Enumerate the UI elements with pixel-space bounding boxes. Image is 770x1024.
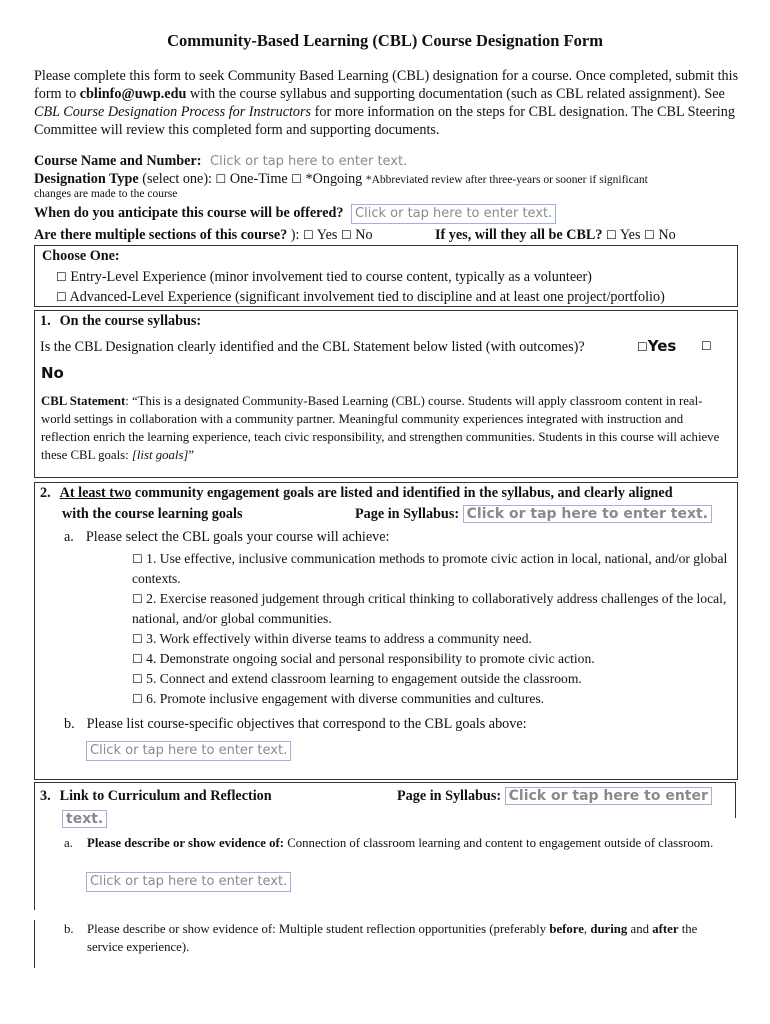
intro-text: for more information on the steps for CBL designation. The CBL Steering Committee will review this completed form and supporting documents.: [34, 104, 735, 138]
goal-3-checkbox[interactable]: ☐: [132, 632, 143, 646]
section1-heading: [40, 313, 201, 330]
section3-a-body: [87, 834, 727, 852]
section3-page-input[interactable]: Click or tap here to enter: [505, 787, 712, 805]
all-cbl-yes-label: Yes: [616, 227, 645, 243]
all-cbl-row: [435, 227, 676, 244]
section3-b-label: b.: [64, 922, 74, 936]
section2-a-label: a.: [64, 529, 74, 545]
section3-b: [64, 920, 734, 954]
section1-yes-option: [637, 337, 676, 356]
cbl-statement-label: CBL Statement: [41, 394, 126, 408]
cbl-statement: [41, 392, 731, 464]
section2-heading: [40, 485, 732, 502]
cbl-end-quote: ”: [188, 448, 195, 462]
section3-top-border: [34, 782, 736, 783]
sections-paren: ):: [287, 227, 303, 243]
section3-a-text: Connection of classroom learning and content to engagement outside of classroom.: [284, 836, 714, 850]
all-cbl-no-label: No: [654, 227, 676, 243]
section3-page-input-cont[interactable]: [62, 810, 107, 829]
syllabus-yes-checkbox[interactable]: ☐: [637, 340, 648, 354]
section3-page-row: [397, 787, 712, 806]
ongoing-checkbox[interactable]: ☐: [291, 172, 302, 186]
checkbox-glyph: ☐: [701, 339, 712, 353]
section2-b-text: Please list course-specific objectives that correspond to the CBL goals above:: [86, 716, 527, 732]
section2-title: community engagement goals are listed and identified in the syllabus, and clearly aligned: [131, 485, 673, 501]
section2-page-input[interactable]: Click or tap here to enter text.: [463, 505, 712, 523]
sections-label: Are there multiple sections of this course?: [34, 227, 288, 243]
sections-yes-checkbox[interactable]: ☐: [303, 228, 314, 242]
syllabus-no-checkbox[interactable]: [701, 337, 712, 355]
section3-right-border: [735, 782, 736, 818]
objectives-placeholder: Click or tap here to enter text.: [86, 741, 291, 761]
section3-b-sep: ,: [583, 922, 591, 936]
section1-title: On the course syllabus:: [59, 313, 202, 329]
course-name-input[interactable]: Click or tap here to enter text.: [210, 154, 408, 169]
section3-left-border: [34, 782, 35, 910]
designation-hint: (select one):: [138, 171, 216, 187]
section2-b: [64, 716, 527, 733]
connection-placeholder: Click or tap here to enter text.: [86, 872, 291, 892]
goal-2-checkbox[interactable]: ☐: [132, 592, 143, 606]
goal-1: [132, 549, 732, 589]
goal-4-checkbox[interactable]: ☐: [132, 652, 143, 666]
section3-number: 3.: [40, 788, 51, 804]
advanced-level-label: Advanced-Level Experience (significant involvement tied to discipline and at least one project/portfolio): [66, 289, 665, 305]
section3-title: Link to Curriculum and Reflection: [59, 788, 272, 804]
section1-question: [40, 339, 585, 356]
offered-row: [34, 204, 556, 224]
objectives-input[interactable]: [86, 741, 291, 761]
section3-b-during: during: [590, 922, 628, 936]
course-name-label: Course Name and Number:: [34, 153, 202, 169]
section2-page-row: [355, 505, 712, 524]
all-cbl-no-checkbox[interactable]: ☐: [644, 228, 655, 242]
goal-6-label: 6. Promote inclusive engagement with diverse communities and cultures.: [142, 691, 545, 706]
goal-2: [132, 589, 732, 629]
goal-1-checkbox[interactable]: ☐: [132, 552, 143, 566]
goal-5-label: 5. Connect and extend classroom learning to engagement outside the classroom.: [142, 671, 582, 686]
course-name-row: [34, 153, 407, 170]
section3-b-before: before: [549, 922, 584, 936]
intro-text: with the course syllabus and supporting documentation (such as CBL related assignment). See: [186, 86, 725, 102]
section3-a-label: a.: [64, 836, 73, 850]
designation-label: Designation Type: [34, 171, 139, 187]
sections-no-label: No: [351, 227, 373, 243]
section2-number: 2.: [40, 485, 51, 501]
sections-yes-label: Yes: [313, 227, 341, 243]
section2-a: [64, 529, 389, 546]
process-link[interactable]: CBL Course Designation Process for Instructors: [34, 104, 312, 120]
offered-input[interactable]: Click or tap here to enter text.: [351, 204, 556, 224]
section3-page-label: Page in Syllabus:: [397, 788, 502, 804]
page-title: Community-Based Learning (CBL) Course Designation Form: [167, 31, 603, 50]
section3-b-and: and: [627, 922, 653, 936]
section2-a-text: Please select the CBL goals your course will achieve:: [85, 529, 390, 545]
goal-6: [132, 689, 732, 709]
section3-page-input-text: text.: [62, 810, 107, 828]
section3-b-text2: the service experience).: [87, 922, 698, 954]
section3-b-after: after: [652, 922, 679, 936]
offered-label: When do you anticipate this course will be offered?: [34, 205, 344, 221]
syllabus-no-label: No: [41, 364, 64, 382]
ongoing-note: *Abbreviated review after three-years or sooner if significant: [365, 174, 648, 186]
section3-heading: [40, 788, 272, 805]
goal-4-label: 4. Demonstrate ongoing social and personal responsibility to promote civic action.: [142, 651, 595, 666]
goal-5: [132, 669, 732, 689]
section2-b-label: b.: [64, 716, 75, 732]
choose-one-heading: Choose One:: [42, 248, 120, 264]
one-time-label: One-Time: [226, 171, 292, 187]
cbl-statement-text: : “This is a designated Community-Based Learning (CBL) course. Students will apply classroom content in real-world settings in collaboration with a community partner. Meaningful community experiences integrated with instruction and reflection enrich the learning experience, teach civic responsibility, and strengthen communities. Students in this course will achieve these CBL goals:: [41, 394, 720, 462]
goal-1-label: 1. Use effective, inclusive communication methods to promote civic action in local, national, and/or global contexts.: [132, 551, 728, 586]
entry-level-label: Entry-Level Experience (minor involvement tied to course content, typically as a volunteer): [66, 269, 592, 285]
syllabus-yes-label: Yes: [647, 337, 677, 355]
goal-5-checkbox[interactable]: ☐: [132, 672, 143, 686]
designation-row: [34, 171, 744, 188]
section2-heading-line2: with the course learning goals: [62, 506, 243, 522]
advanced-level-checkbox[interactable]: ☐: [56, 290, 67, 304]
entry-level-option: [56, 269, 592, 286]
goal-4: [132, 649, 732, 669]
ongoing-label: *Ongoing: [301, 171, 366, 187]
section3-a: [64, 834, 724, 852]
goal-3: [132, 629, 732, 649]
section3b-left-border: [34, 920, 35, 968]
sections-row: [34, 227, 373, 244]
goal-6-checkbox[interactable]: ☐: [132, 692, 143, 706]
sections-no-checkbox[interactable]: ☐: [340, 228, 352, 242]
intro-text: Please complete this form to seek Community Based Learning (CBL) designation for a course. Once completed, submit this form to: [34, 68, 739, 102]
goal-2-label: 2. Exercise reasoned judgement through critical thinking to collaboratively address challenges of the local, national, and/or global communities.: [132, 591, 727, 626]
advanced-level-option: [56, 289, 665, 306]
intro-paragraph: [34, 67, 740, 139]
goal-3-label: 3. Work effectively within diverse teams to address a community need.: [142, 631, 532, 646]
all-cbl-label: If yes, will they all be CBL?: [435, 227, 603, 243]
section2-page-label: Page in Syllabus:: [355, 506, 460, 522]
section1-number: 1.: [40, 313, 51, 329]
section3-b-body: [87, 920, 732, 956]
entry-level-checkbox[interactable]: ☐: [56, 270, 67, 284]
section3-a-bold: Please describe or show evidence of:: [87, 836, 285, 850]
connection-input[interactable]: [86, 872, 291, 892]
section1-question-text: Is the CBL Designation clearly identified and the CBL Statement below listed (with outcomes)?: [40, 339, 585, 355]
ongoing-note-line2: changes are made to the course: [34, 188, 178, 200]
cbl-list-goals: [list goals]: [131, 448, 189, 462]
one-time-checkbox[interactable]: ☐: [215, 172, 227, 186]
section2-underline: At least two: [59, 485, 132, 501]
email-link[interactable]: cblinfo@uwp.edu: [79, 86, 187, 102]
section3-b-text: Please describe or show evidence of: Multiple student reflection opportunities (preferably: [87, 922, 550, 936]
all-cbl-yes-checkbox[interactable]: ☐: [606, 228, 617, 242]
